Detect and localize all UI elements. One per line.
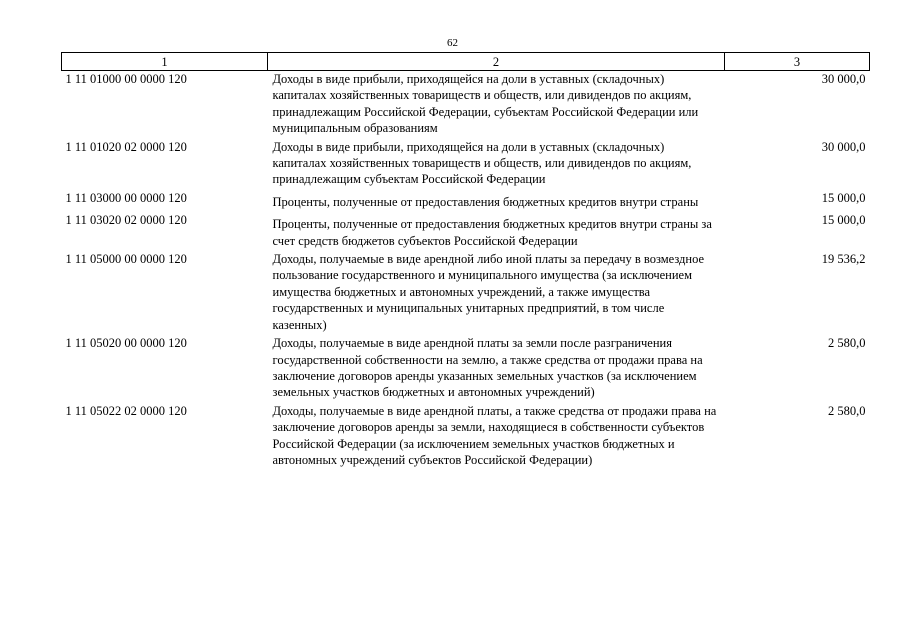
table-row xyxy=(62,335,870,403)
column-header-description: 2 xyxy=(268,53,725,71)
row-description: Доходы, получаемые в виде арендной либо иной платы за передачу в возмездное пользование государственного и муниципального имущества (за исключением имущества бюджетных и автономных учреждений, а также имущества государственных и муниципальных унитарных предприятий, в том числе казенных) xyxy=(272,252,705,332)
row-amount: 2 580,0 xyxy=(828,403,866,418)
row-code: 1 11 03020 02 0000 120 xyxy=(65,213,187,228)
row-description: Доходы в виде прибыли, приходящейся на доли в уставных (складочных) капиталах хозяйственных товариществ и обществ, или дивидендов по акциям, принадлежащим субъектам Российской Федерации xyxy=(272,139,692,187)
row-code: 1 11 05020 00 0000 120 xyxy=(65,336,187,351)
table-row xyxy=(62,212,870,251)
row-code: 1 11 03000 00 0000 120 xyxy=(65,190,187,205)
table-row xyxy=(62,71,870,139)
row-amount: 15 000,0 xyxy=(821,190,866,205)
row-description: Проценты, полученные от предоставления бюджетных кредитов внутри страны за счет средств бюджетов субъектов Российской Федерации xyxy=(272,217,712,248)
row-description: Доходы, получаемые в виде арендной платы за земли после разграничения государственной собственности на землю, а также средства от продажи права на заключение договоров аренды указанных земельных участков (за исключением земельных участков бюджетных и автономных учреждений) xyxy=(272,336,703,400)
revenue-table xyxy=(61,52,870,470)
row-description: Доходы, получаемые в виде арендной платы, а также средства от продажи права на заключение договоров аренды за земли, находящиеся в собственности субъектов Российской Федерации (за исключением земельных участков бюджетных и автономных учреждений субъектов Российской Федерации) xyxy=(272,403,717,467)
column-header-code: 1 xyxy=(62,53,268,71)
row-amount: 2 580,0 xyxy=(828,336,866,351)
table-header-row xyxy=(62,53,870,71)
row-code: 1 11 01020 02 0000 120 xyxy=(65,139,187,154)
row-code: 1 11 05000 00 0000 120 xyxy=(65,252,187,267)
table-row xyxy=(62,190,870,212)
row-code: 1 11 05022 02 0000 120 xyxy=(65,403,187,418)
table-row xyxy=(62,139,870,190)
row-amount: 30 000,0 xyxy=(821,139,866,154)
row-description: Проценты, полученные от предоставления бюджетных кредитов внутри страны xyxy=(272,194,699,209)
row-amount: 15 000,0 xyxy=(821,213,866,228)
row-description: Доходы в виде прибыли, приходящейся на доли в уставных (складочных) капиталах хозяйственных товариществ и обществ, или дивидендов по акциям, принадлежащим Российской Федерации, субъектам Российской Федерации или муниципальным образованиям xyxy=(272,72,699,136)
row-amount: 19 536,2 xyxy=(821,252,866,267)
page-number: 62 xyxy=(447,37,458,49)
table-row xyxy=(62,403,870,471)
column-header-amount: 3 xyxy=(725,53,870,71)
row-code: 1 11 01000 00 0000 120 xyxy=(65,72,187,86)
row-amount: 30 000,0 xyxy=(821,72,866,86)
table-row xyxy=(62,251,870,335)
